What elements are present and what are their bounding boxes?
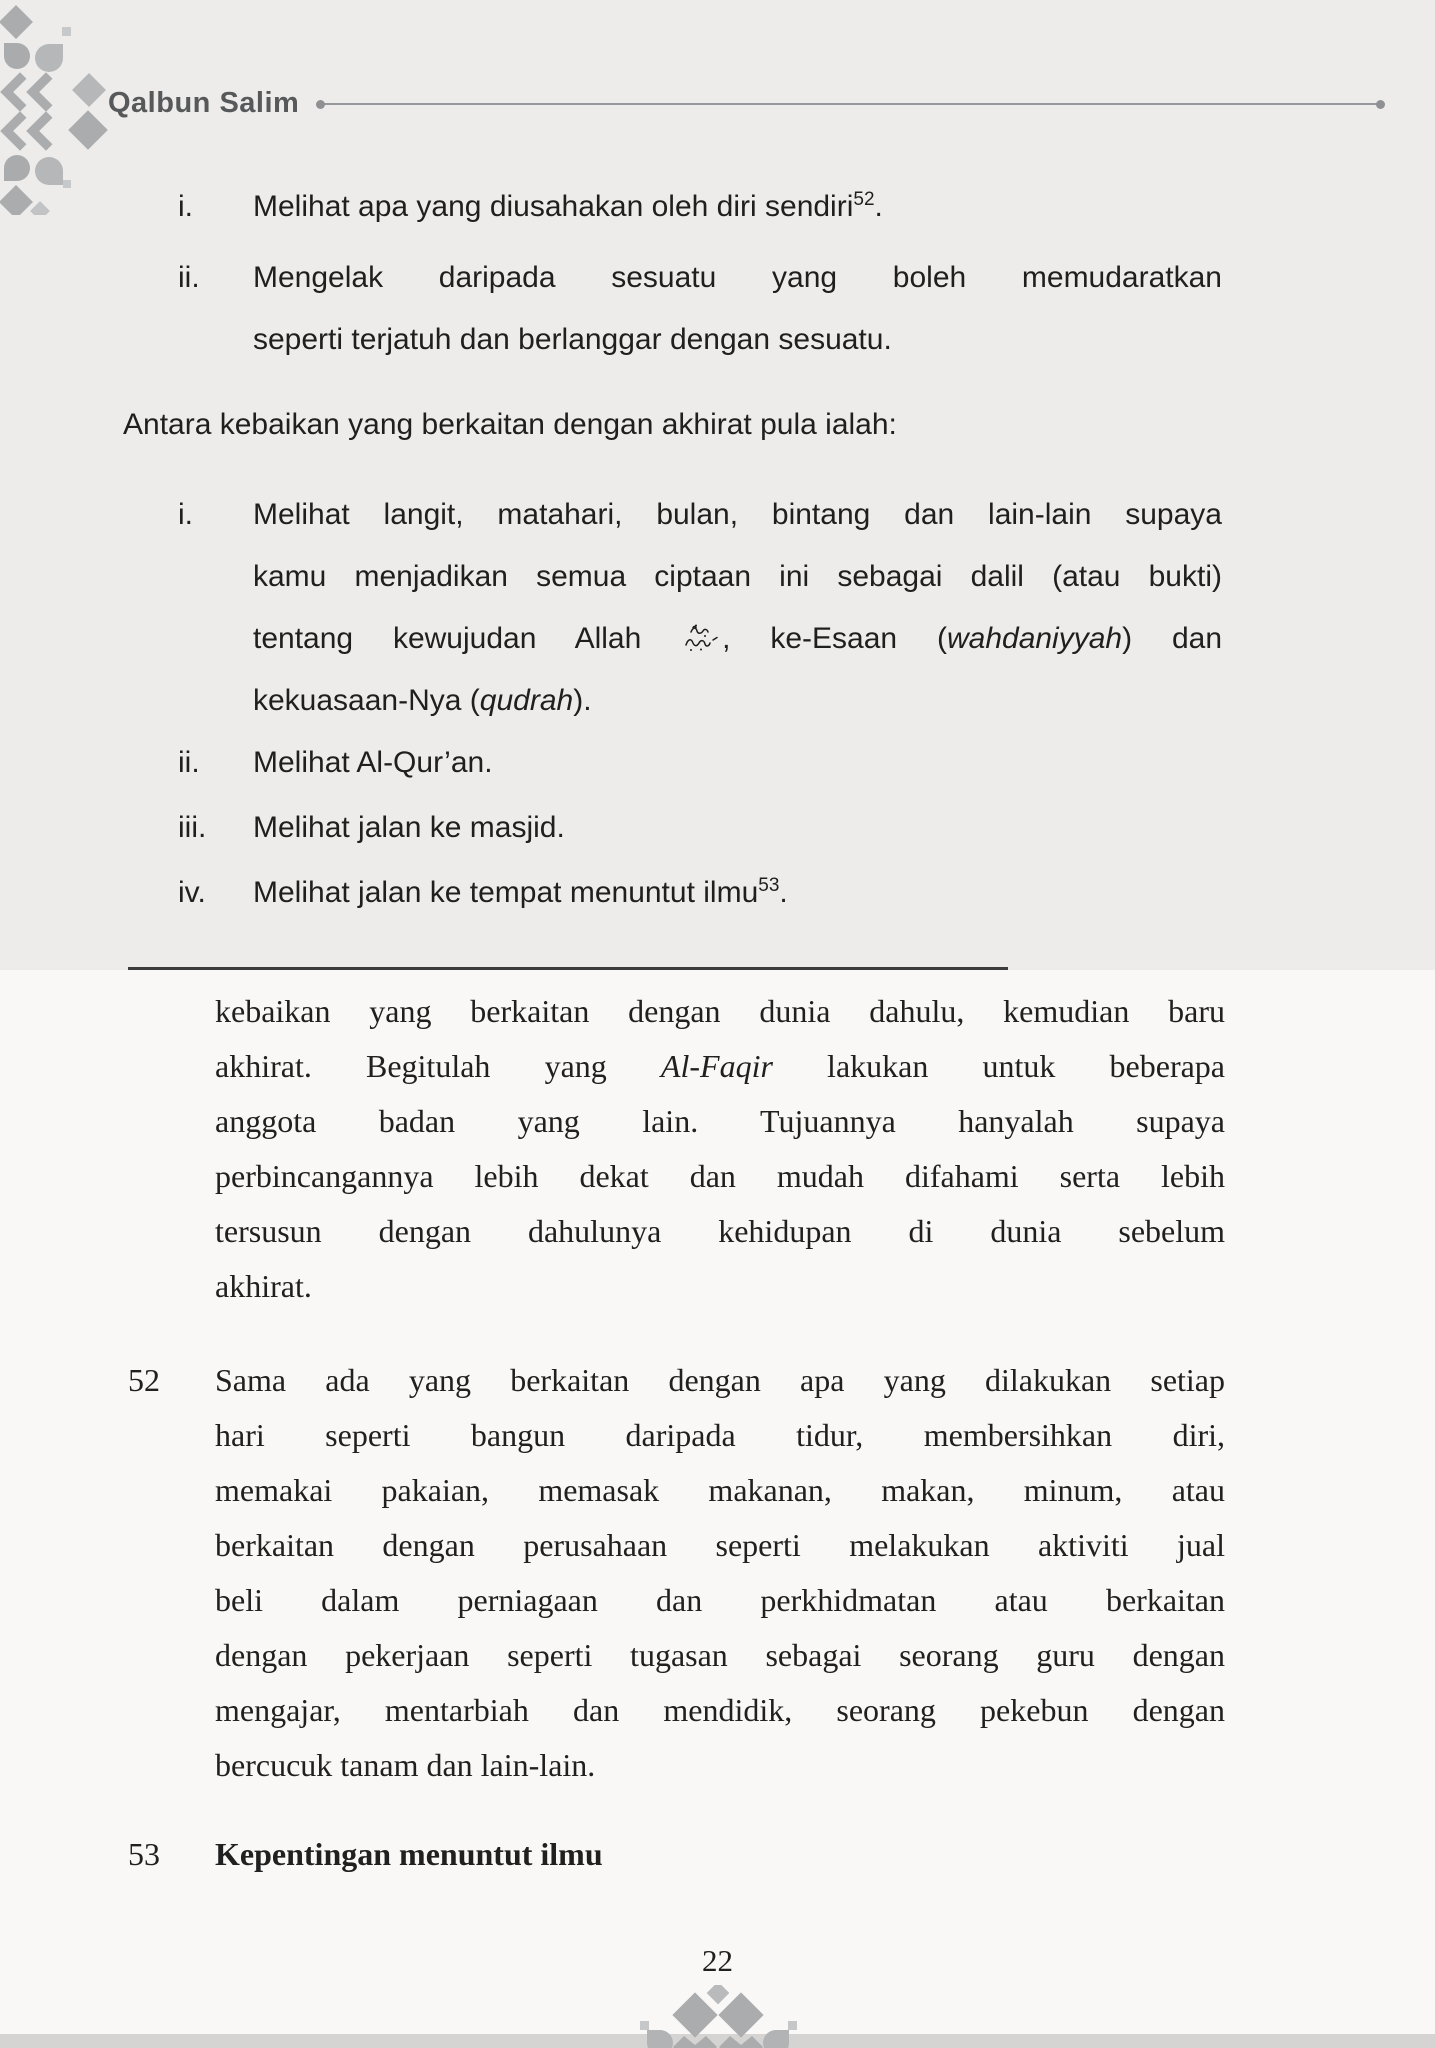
list-item-text [253,797,1222,859]
header-rule [318,103,1383,105]
text-line: mengajar, mentarbiah dan mendidik, seorang pekebun dengan [215,1692,1225,1728]
footnote-separator [128,967,1008,970]
corner-ornament-icon [0,0,115,215]
bottom-ornament-icon [638,1985,798,2048]
text-line: kamu menjadikan semua ciptaan ini sebagai dalil (atau bukti) [253,560,1222,593]
text-line: hari seperti bangun daripada tidur, membersihkan diri, [215,1417,1225,1453]
text-line: Sama ada yang berkaitan dengan apa yang dilakukan setiap [215,1362,1225,1398]
footnote-continuation [215,984,1225,1314]
text-line: beli dalam perniagaan dan perkhidmatan atau berkaitan [215,1582,1225,1618]
text-line: bercucuk tanam dan lain-lain. [215,1747,596,1783]
list-item-text [253,732,1222,794]
list-item-akhirat-iv [178,862,1222,924]
text-line: memakai pakaian, memasak makanan, makan, minum, atau [215,1472,1225,1508]
text-line: akhirat. [215,1268,312,1304]
list-item-dunia-i [178,176,1222,238]
list-item-akhirat-iii [178,797,1222,859]
text-line: Melihat jalan ke masjid. [253,811,565,844]
text-line: seperti terjatuh dan berlanggar dengan sesuatu. [253,323,892,356]
list-marker: i. [178,498,193,531]
text-line: akhirat. Begitulah yang Al-Faqir lakukan untuk beberapa [215,1048,1226,1084]
list-item-text [253,247,1222,371]
text-line: anggota badan yang lain. Tujuannya hanyalah supaya [215,1103,1225,1139]
text-line: Mengelak daripada sesuatu yang boleh memudaratkan [253,261,1222,294]
footnote-number: 53 [128,1836,160,1872]
allah-honorific-icon [683,623,720,653]
list-marker: ii. [178,261,200,294]
list-marker: i. [178,190,193,223]
rule-left-dot-icon [316,100,325,109]
list-item-text [253,862,1222,924]
list-marker: iii. [178,811,207,844]
page-number: 22 [702,1943,733,1978]
text-line: Kepentingan menuntut ilmu [215,1836,603,1872]
list-marker: ii. [178,746,200,779]
footnote-53 [128,1827,1225,1882]
list-item-text [253,484,1222,732]
text-line: dengan pekerjaan seperti tugasan sebagai seorang guru dengan [215,1637,1225,1673]
text-line: perbincangannya lebih dekat dan mudah difahami serta lebih [215,1158,1225,1194]
list-item-text [253,176,1222,238]
list-item-akhirat-ii [178,732,1222,794]
book-title: Qalbun Salim [108,87,300,119]
intro-paragraph: Antara kebaikan yang berkaitan dengan akhirat pula ialah: [123,408,897,441]
footnote-52 [128,1353,1225,1793]
text-line: tentang kewujudan Allah , ke-Esaan (wahdaniyyah) dan [253,622,1222,655]
rule-right-dot-icon [1376,100,1385,109]
text-line: Melihat Al-Qur’an. [253,746,493,779]
text-line: Melihat langit, matahari, bulan, bintang dan lain-lain supaya [253,498,1222,531]
text-line: tersusun dengan dahulunya kehidupan di dunia sebelum [215,1213,1225,1249]
text-line: kebaikan yang berkaitan dengan dunia dahulu, kemudian baru [215,993,1225,1029]
list-item-akhirat-i [178,484,1222,732]
text-line: Melihat jalan ke tempat menuntut ilmu$^{53}$. [253,875,788,909]
footnote-text [215,1827,1225,1882]
text-line: berkaitan dengan perusahaan seperti melakukan aktiviti jual [215,1527,1225,1563]
list-marker: iv. [178,876,206,909]
text-line: kekuasaan-Nya (qudrah). [253,684,592,717]
footnote-number: 52 [128,1362,160,1398]
footnote-text [215,1353,1225,1793]
text-line: Melihat apa yang diusahakan oleh diri sendiri$^{52}$. [253,189,883,223]
list-item-dunia-ii [178,247,1222,371]
